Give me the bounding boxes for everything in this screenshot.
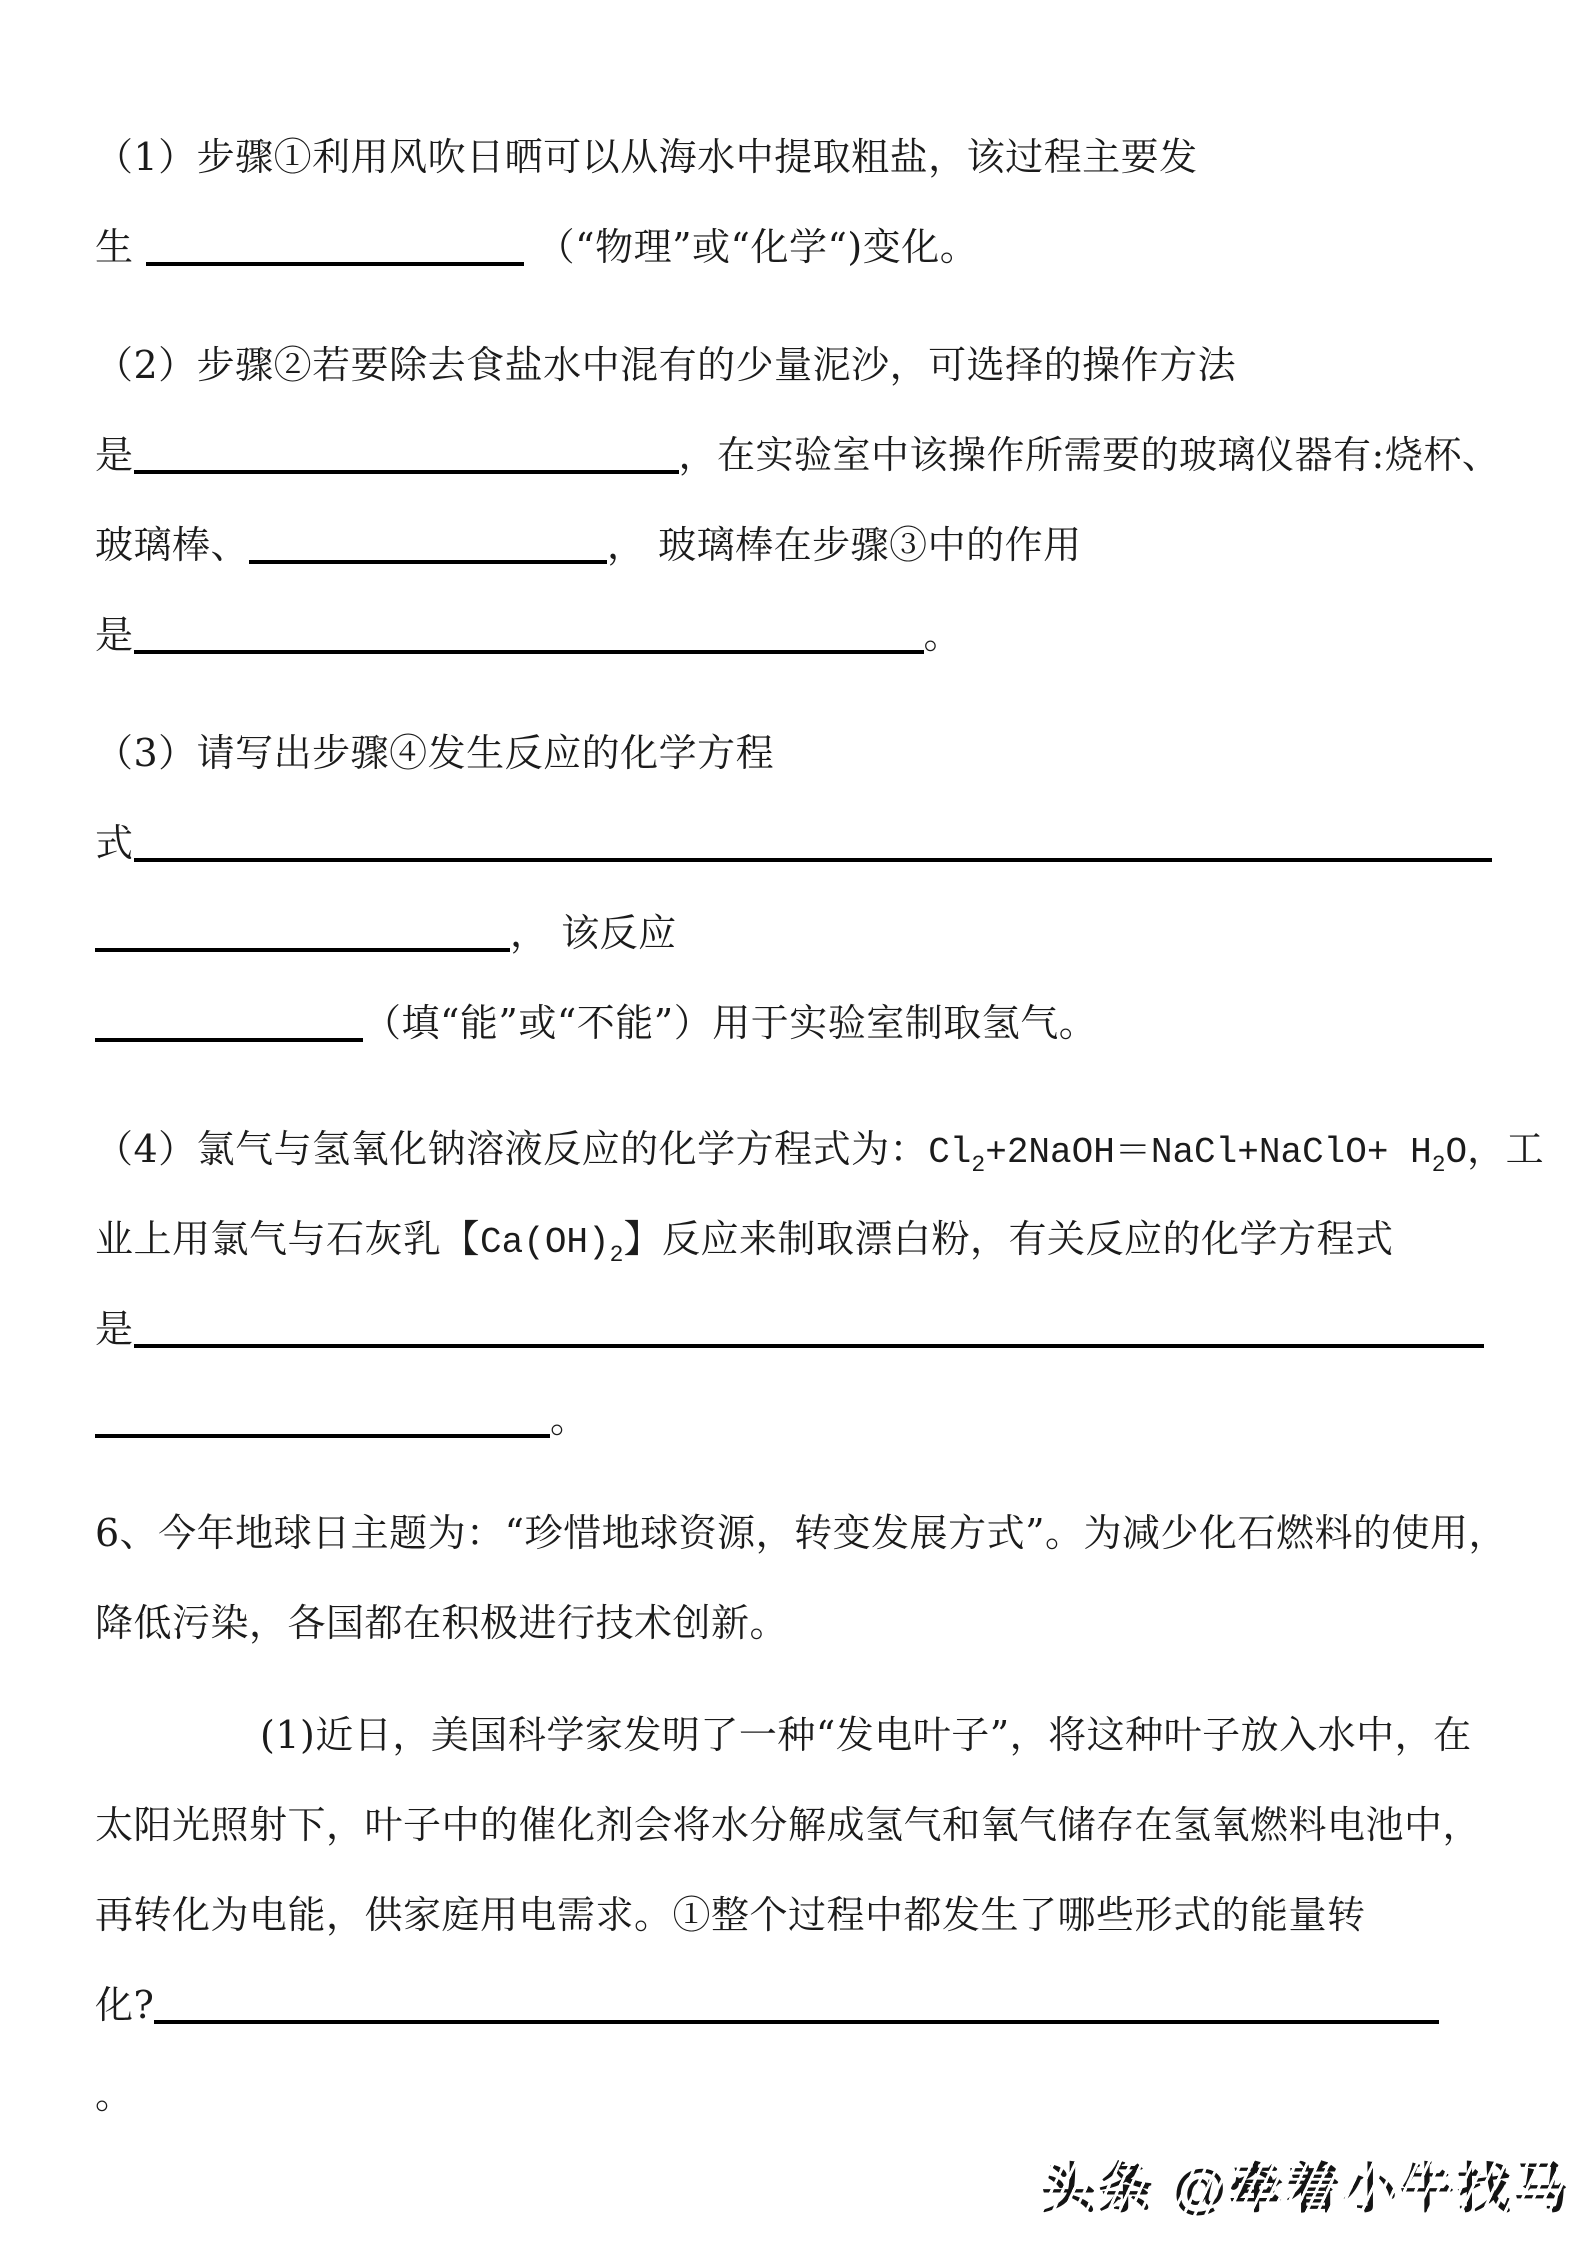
answer-blank	[134, 460, 679, 474]
text-line	[95, 1104, 1545, 1194]
text-segment: （2）步骤②若要除去食盐水中混有的少量泥沙，可选择的操作方法	[95, 343, 1237, 387]
text-segment: 是	[95, 433, 134, 477]
text-segment: 是	[95, 613, 134, 657]
formula-segment: O	[1445, 1132, 1468, 1173]
document-body	[95, 112, 1545, 2140]
text-segment: 。	[923, 613, 963, 657]
text-segment: 降低污染，各国都在积极进行技术创新。	[95, 1601, 789, 1645]
formula-subscript: 2	[609, 1242, 624, 1268]
text-line	[95, 1374, 1502, 1464]
text-line	[95, 320, 1502, 410]
text-segment: ， 该反应	[510, 911, 677, 955]
text-segment: （“物理”或“化学“)变化。	[524, 225, 979, 269]
text-line	[95, 1194, 1502, 1284]
answer-blank	[154, 2010, 1439, 2024]
watermark-toutiao: 头条 @牵着小牛找马	[1041, 2146, 1571, 2223]
text-line	[95, 410, 1502, 500]
answer-blank	[134, 848, 1492, 862]
answer-blank	[249, 550, 607, 564]
text-segment: 业上用氯气与石灰乳【	[95, 1217, 481, 1261]
text-line	[95, 2050, 1502, 2140]
text-segment: 太阳光照射下，叶子中的催化剂会将水分解成氢气和氧气储存在氢氧燃料电池中，	[95, 1803, 1482, 1847]
answer-blank	[95, 1028, 363, 1042]
formula-segment: Cl	[928, 1132, 972, 1173]
text-segment: 】反应来制取漂白粉，有关反应的化学方程式	[623, 1217, 1394, 1261]
answer-blank	[146, 252, 524, 266]
answer-blank	[134, 1334, 1484, 1348]
text-segment: （1）步骤①利用风吹日晒可以从海水中提取粗盐，该过程主要发	[95, 135, 1198, 179]
indent-space	[95, 1747, 260, 1748]
text-segment: 。	[550, 1397, 589, 1441]
text-segment: ，工	[1467, 1127, 1545, 1171]
text-segment: 生	[95, 225, 147, 269]
formula-segment: +2NaOH＝NaCl+NaClO+ H	[985, 1132, 1432, 1173]
answer-blank	[134, 640, 924, 654]
text-segment: (1)近日，美国科学家发明了一种“发电叶子”，将这种叶子放入水中，在	[260, 1713, 1472, 1757]
text-segment: ， 玻璃棒在步骤③中的作用	[607, 523, 1082, 567]
text-segment: （3）请写出步骤④发生反应的化学方程	[95, 731, 775, 775]
answer-blank	[95, 938, 510, 952]
text-segment: 是	[95, 1307, 134, 1351]
text-segment: 6、今年地球日主题为：“珍惜地球资源，转变发展方式”。为减少化石燃料的使用，	[95, 1511, 1508, 1555]
formula-subscript: 2	[1431, 1152, 1446, 1178]
text-segment: ，在实验室中该操作所需要的玻璃仪器有:烧杯、	[678, 433, 1501, 477]
text-line	[95, 798, 1502, 888]
text-line	[95, 708, 1502, 798]
text-line	[95, 978, 1502, 1068]
text-segment: （4）氯气与氢氧化钠溶液反应的化学方程式为：	[95, 1127, 929, 1171]
paragraph-q5-part1	[95, 112, 1502, 292]
formula-subscript: 2	[971, 1152, 986, 1178]
paragraph-q5-part3	[95, 708, 1502, 1068]
text-line	[95, 1780, 1502, 1870]
text-line	[95, 202, 1502, 292]
text-segment: 式	[95, 821, 134, 865]
text-line	[95, 590, 1502, 680]
paragraph-q6-part1	[95, 1690, 1502, 2140]
text-segment: （填“能”或“不能”）用于实验室制取氢气。	[363, 1001, 1098, 1045]
text-line	[95, 500, 1502, 590]
text-segment: 再转化为电能，供家庭用电需求。①整个过程中都发生了哪些形式的能量转	[95, 1893, 1366, 1937]
formula-segment: Ca(OH)	[480, 1222, 610, 1263]
text-segment: 化?	[95, 1983, 155, 2027]
text-line	[95, 1690, 1502, 1780]
text-line	[95, 1488, 1508, 1578]
text-line	[95, 1960, 1502, 2050]
paragraph-q6-intro	[95, 1488, 1508, 1668]
paragraph-q5-part4	[95, 1104, 1545, 1464]
text-line	[95, 888, 1502, 978]
answer-blank	[95, 1424, 550, 1438]
text-line	[95, 1284, 1502, 1374]
text-segment: 。	[95, 2073, 134, 2117]
text-line	[95, 1578, 1502, 1668]
text-segment: 玻璃棒、	[95, 523, 250, 567]
text-line	[95, 1870, 1502, 1960]
text-line	[95, 112, 1502, 202]
paragraph-q5-part2	[95, 320, 1502, 680]
